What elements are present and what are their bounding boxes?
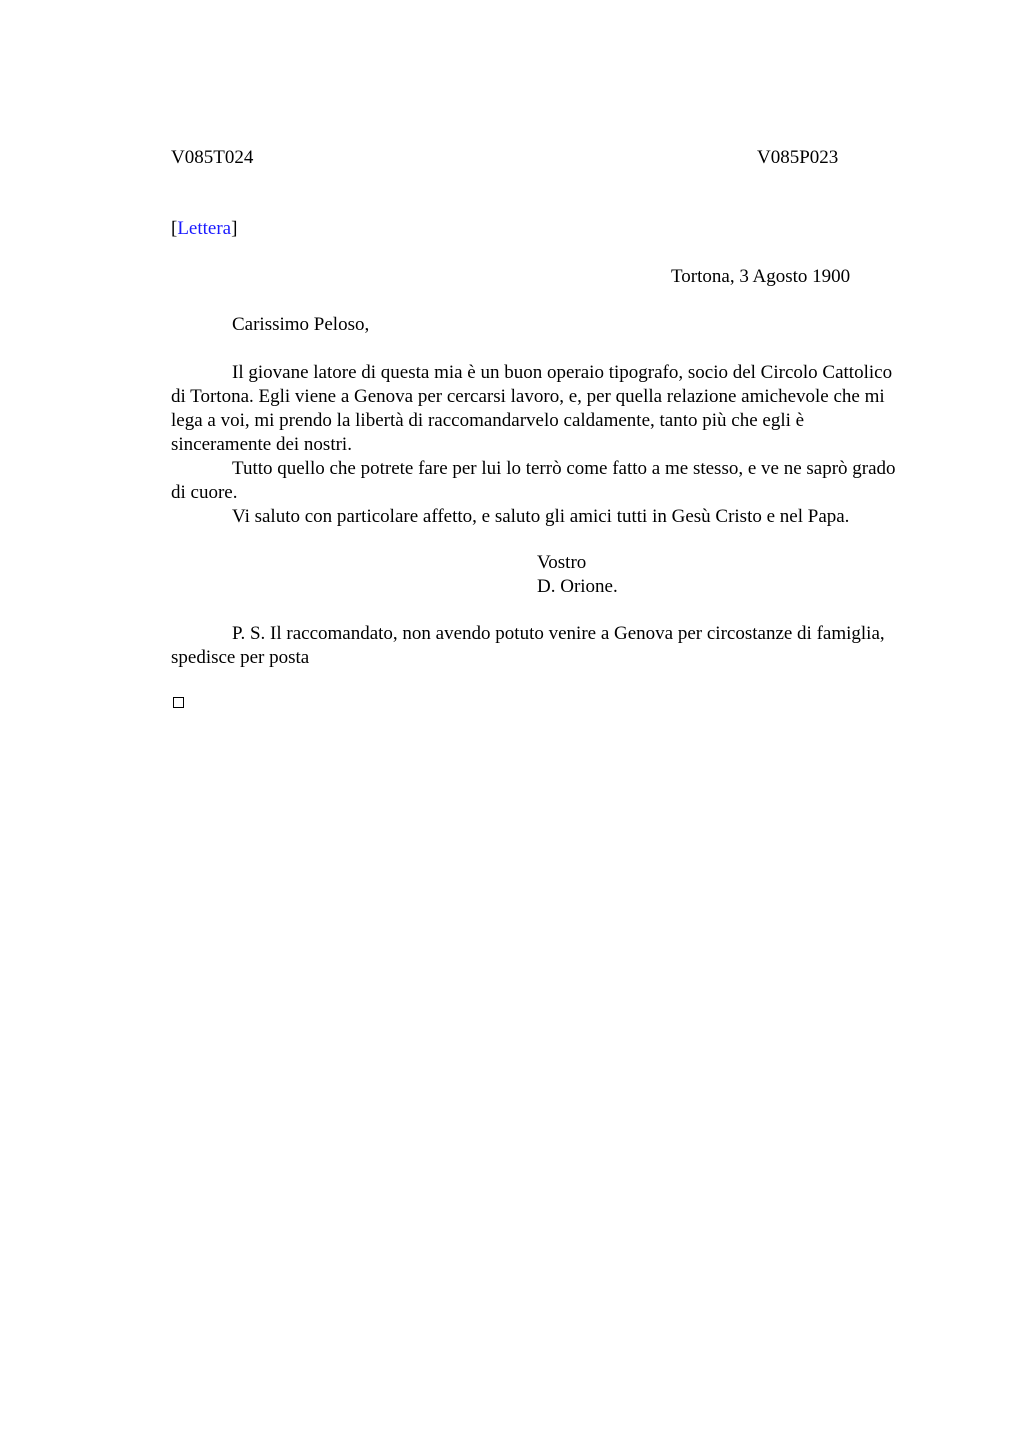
document-code-right: V085P023 [757, 147, 839, 168]
empty-square-icon [173, 697, 184, 708]
doc-type-link[interactable]: Lettera [177, 218, 232, 239]
letter-place-date: Tortona, 3 Agosto 1900 [671, 266, 851, 287]
letter-paragraph: Tutto quello che potrete fare per lui lo terrò come fatto a me stesso, e ve ne saprò grado di cuore. [171, 458, 896, 503]
letter-paragraph: Vi saluto con particolare affetto, e saluto gli amici tutti in Gesù Cristo e nel Papa. [232, 506, 850, 527]
letter-postscript: P. S. Il raccomandato, non avendo potuto venire a Genova per circostanze di famiglia, spedisce per posta [171, 623, 885, 668]
letter-paragraph: Il giovane latore di questa mia è un buon operaio tipografo, socio del Circolo Cattolico di Tortona. Egli viene a Genova per cercarsi lavoro, e, per quella relazione amichevole che mi lega a voi, mi prendo la libertà di raccomandarvelo caldamente, tanto più che egli è sinceramente dei nostri. [171, 362, 893, 455]
document-type [171, 217, 237, 241]
doc-type-close-bracket: ] [231, 218, 238, 239]
letter-salutation: Carissimo Peloso, [232, 314, 370, 335]
letter-signature: D. Orione. [537, 576, 618, 597]
doc-type-open-bracket: [ [171, 218, 178, 239]
document-code-left: V085T024 [171, 147, 254, 168]
letter-body [171, 361, 909, 529]
letter-signoff: Vostro [537, 552, 587, 573]
